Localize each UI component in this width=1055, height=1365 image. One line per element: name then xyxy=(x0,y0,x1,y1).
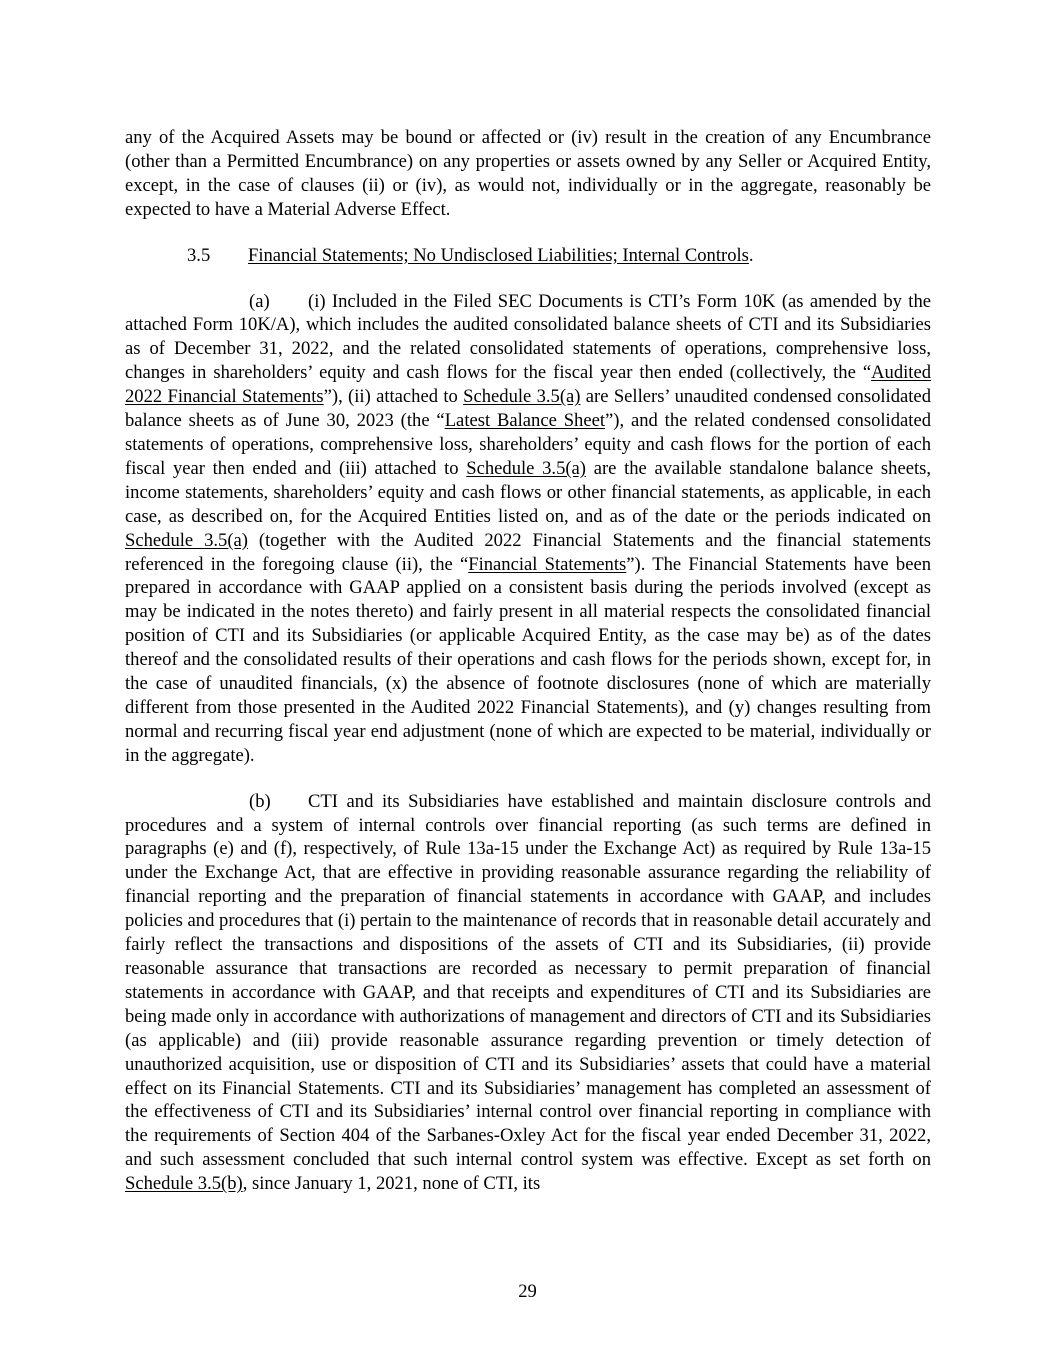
section-number: 3.5 xyxy=(187,244,211,266)
paragraph-b-text-1: CTI and its Subsidiaries have established and maintain disclosure controls and procedures and a system of internal controls over financial reporting (as such terms are defined in paragraphs (e) and (f), respectively, of Rule 13a-15 under the Exchange Act) as required by Rule 13a-15 under the Exchange Act, that are effective in providing reasonable assurance regarding the reliability of financial reporting and the preparation of financial statements in accordance with GAAP, and includes policies and procedures that (i) pertain to the maintenance of records that in reasonable detail accurately and fairly reflect the transactions and dispositions of the assets of CTI and its Subsidiaries, (ii) provide reasonable assurance that transactions are recorded as necessary to permit preparation of financial statements in accordance with GAAP, and that receipts and expenditures of CTI and its Subsidiaries are being made only in accordance with authorizations of management and directors of CTI and its Subsidiaries (as applicable) and (iii) provide reasonable assurance regarding prevention or timely detection of unauthorized acquisition, use or disposition of CTI and its Subsidiaries’ assets that could have a material effect on its Financial Statements. CTI and its Subsidiaries’ management has completed an assessment of the effectiveness of CTI and its Subsidiaries’ internal control over financial reporting in compliance with the requirements of Section 404 of the Sarbanes-Oxley Act for the fiscal year ended December 31, 2022, and such assessment concluded that such internal control system was effective. Except as set forth on xyxy=(125,790,931,1171)
defined-term-financial-statements: Financial Statements xyxy=(468,553,627,575)
paragraph-continuation: any of the Acquired Assets may be bound or affected or (iv) result in the creation of any Encumbrance (other than a Permitted Encumbrance) on any properties or assets owned by any Seller or Acquired Entity, except, in the case of clauses (ii) or (iv), as would not, individually or in the aggregate, reasonably be expected to have a Material Adverse Effect. xyxy=(125,127,931,220)
schedule-reference-3-5a: Schedule 3.5(a) xyxy=(463,386,581,408)
paragraph-a-text-4: ”), and the related condensed consolidated statements of operations, comprehensive loss, shareholders’ equity and cash flows for the portion of each fiscal year then ended and (iii) attached to xyxy=(125,410,931,479)
section-title: Financial Statements; No Undisclosed Liabilities; Internal Controls xyxy=(248,244,749,266)
paragraph-b-text-2: , since January 1, 2021, none of CTI, its xyxy=(242,1173,541,1195)
paragraph-a-text-3: are Sellers’ unaudited condensed consolidated balance sheets as of June 30, 2023 (the “ xyxy=(125,386,931,432)
section-heading xyxy=(125,244,931,268)
paragraph-b-marker: (b) xyxy=(249,790,271,812)
paragraph-a-text-6: (together with the Audited 2022 Financial Statements and the financial statements referenced in the foregoing clause (ii), the “ xyxy=(125,529,931,575)
document-page xyxy=(125,126,931,1196)
paragraph-a xyxy=(125,290,931,768)
paragraph-a-text-5: are the available standalone balance sheets, income statements, shareholders’ equity and cash flows or other financial statements, as applicable, in each case, as described on, for the Acquired Entities listed on, and as of the date or the periods indicated on xyxy=(125,457,932,527)
defined-term-audited-statements: Audited 2022 Financial Statements xyxy=(125,362,931,408)
schedule-reference-3-5b: Schedule 3.5(b) xyxy=(125,1173,243,1195)
paragraph-b xyxy=(125,790,931,1196)
paragraph-a-marker: (a) xyxy=(249,290,270,312)
paragraph-a-text-1: (i) Included in the Filed SEC Documents is CTI’s Form 10K (as amended by the attached Form 10K/A), which includes the audited consolidated balance sheets of CTI and its Subsidiaries as of December 31, 2022, and the related consolidated statements of operations, comprehensive loss, changes in shareholders’ equity and cash flows for the fiscal year then ended (collectively, the “ xyxy=(125,290,931,384)
defined-term-latest-balance-sheet: Latest Balance Sheet xyxy=(444,410,606,432)
paragraph-a-text-2: ”), (ii) attached to xyxy=(323,386,464,408)
schedule-reference-3-5a: Schedule 3.5(a) xyxy=(466,457,587,479)
section-title-period: . xyxy=(748,244,754,266)
schedule-reference-3-5a: Schedule 3.5(a) xyxy=(125,529,248,551)
paragraph-a-text-7: ”). The Financial Statements have been prepared in accordance with GAAP applied on a consistent basis during the periods involved (except as may be indicated in the notes thereto) and fairly present in all material respects the consolidated financial position of CTI and its Subsidiaries (or applicable Acquired Entity, as the case may be) as of the dates thereof and the consolidated results of their operations and cash flows for the periods shown, except for, in the case of unaudited financials, (x) the absence of footnote disclosures (none of which are materially different from those presented in the Audited 2022 Financial Statements), and (y) changes resulting from normal and recurring fiscal year end adjustment (none of which are expected to be material, individually or in the aggregate). xyxy=(125,553,931,766)
page-number: 29 xyxy=(518,1281,537,1302)
